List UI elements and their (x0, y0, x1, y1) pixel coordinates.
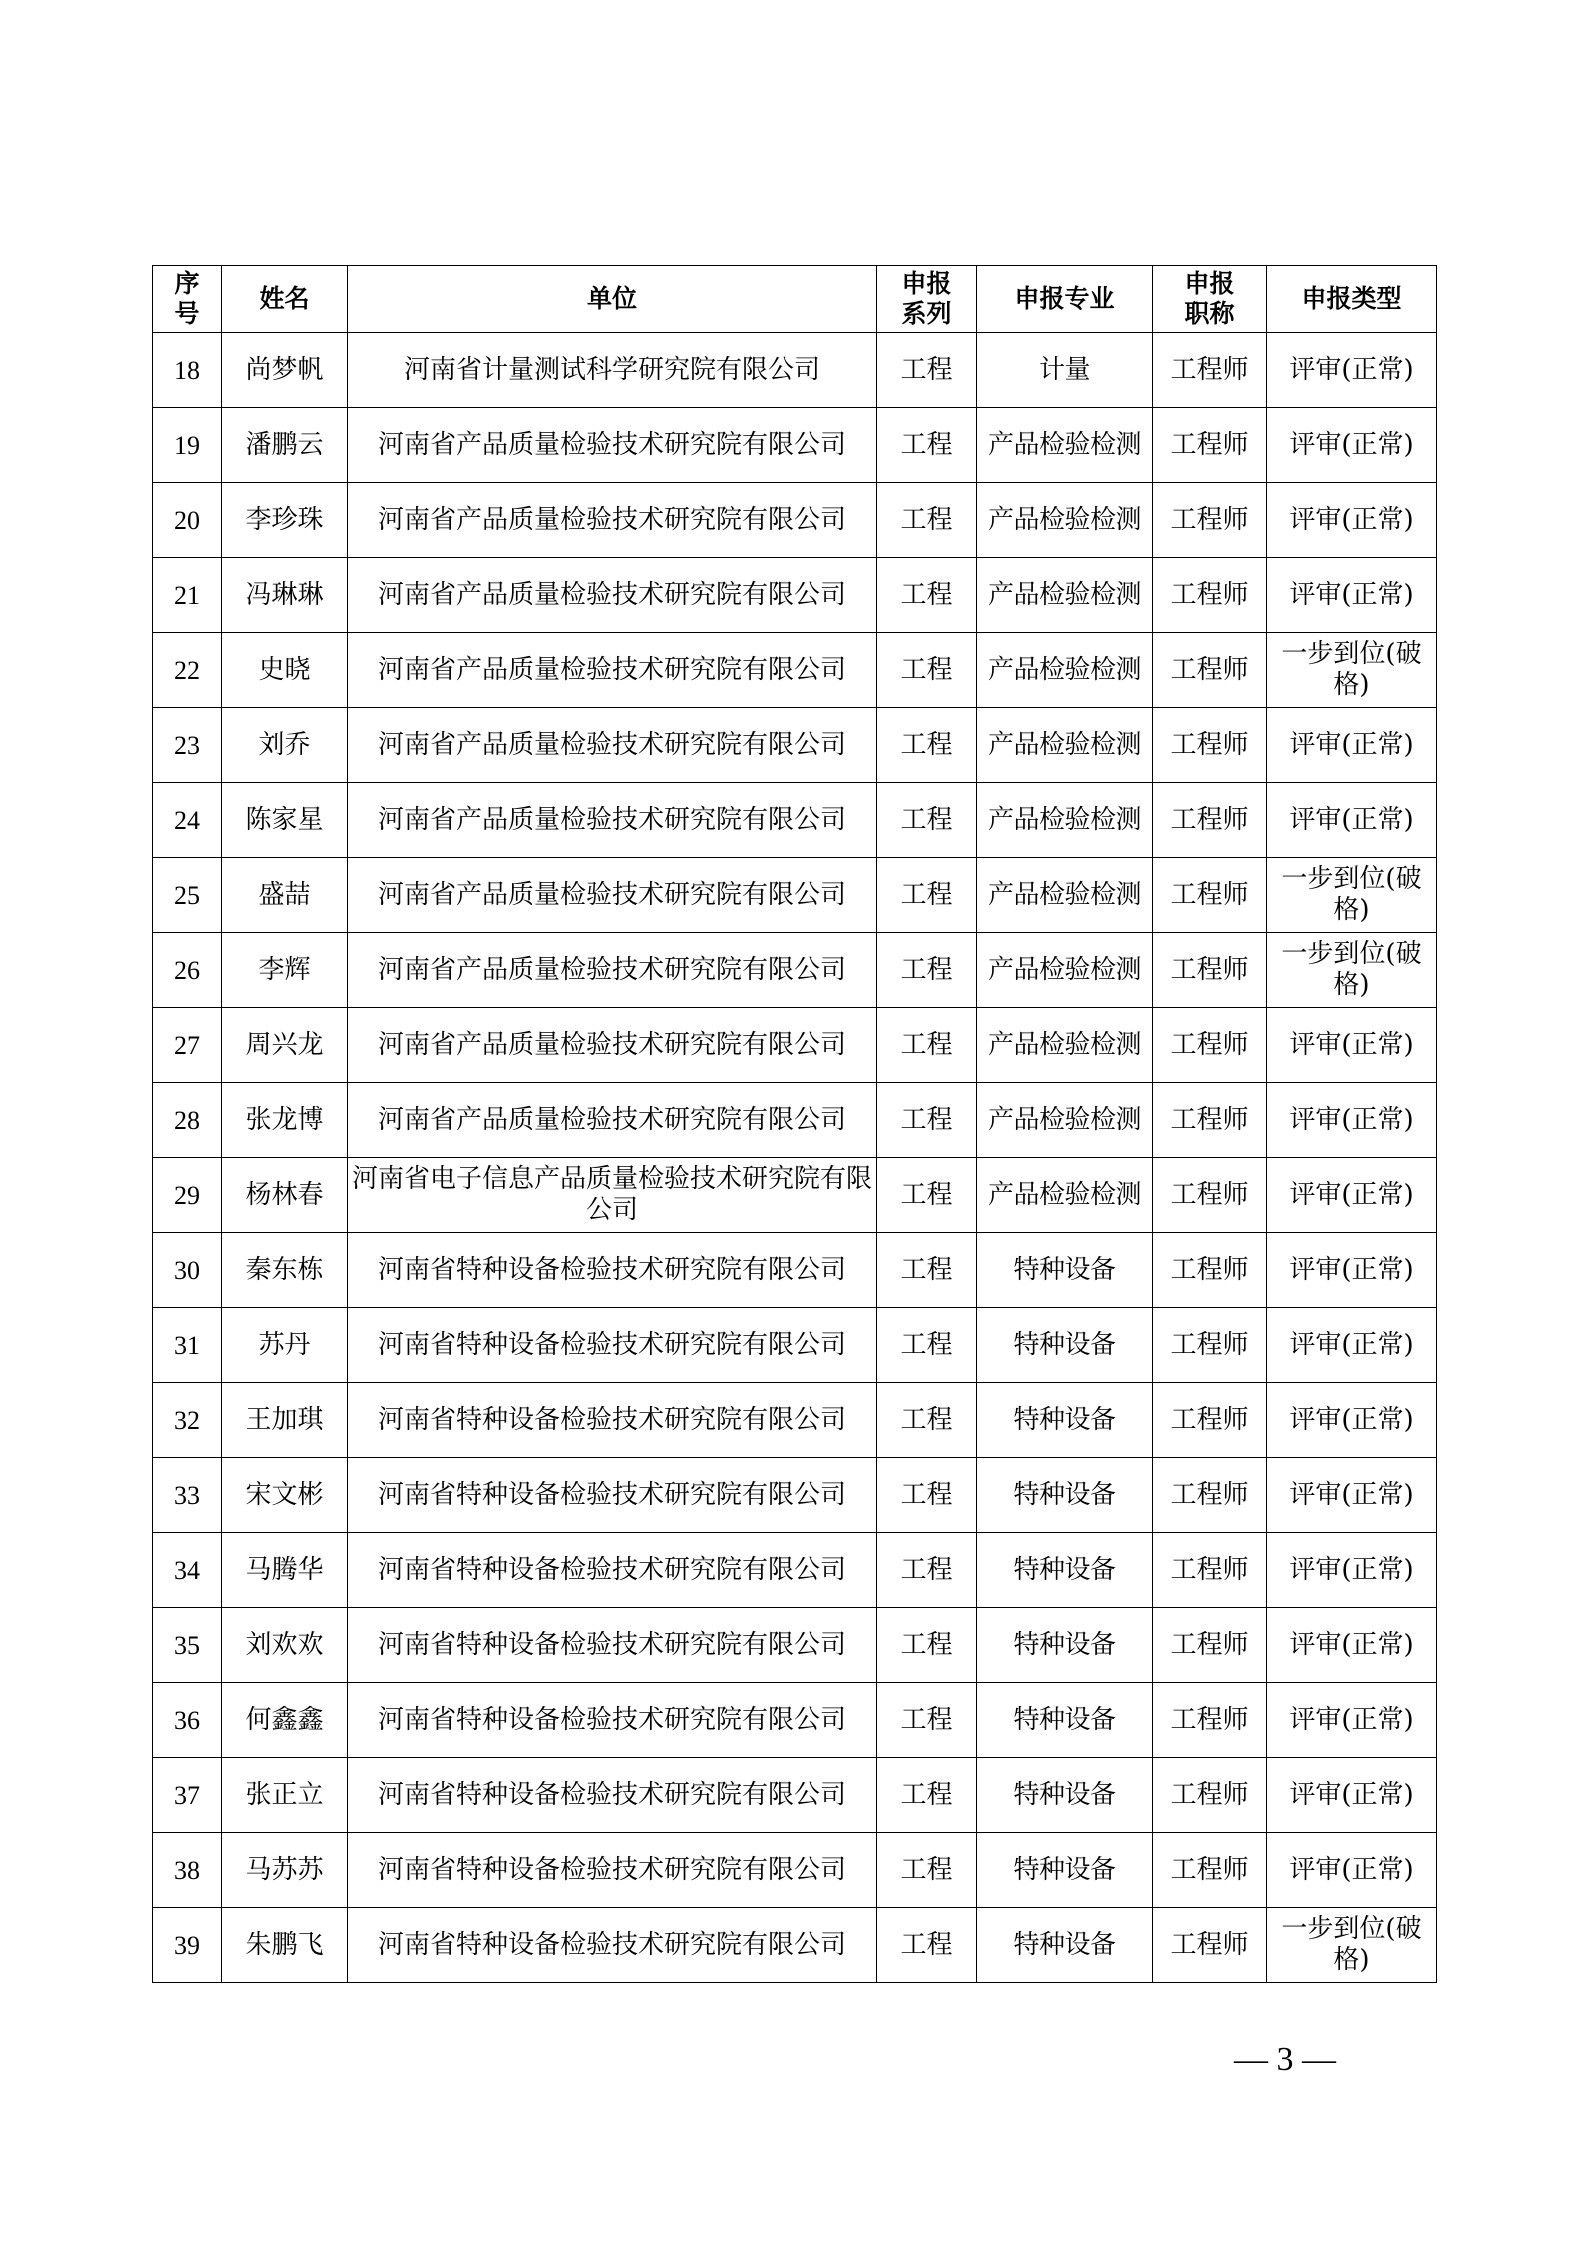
cell-title: 工程师 (1153, 408, 1267, 483)
cell-org: 河南省特种设备检验技术研究院有限公司 (348, 1908, 877, 1983)
cell-series: 工程 (877, 1083, 977, 1158)
cell-seq: 38 (153, 1833, 222, 1908)
cell-type: 评审(正常) (1267, 1308, 1437, 1383)
table-row (153, 1908, 1437, 1983)
cell-seq: 25 (153, 858, 222, 933)
cell-major: 特种设备 (977, 1233, 1153, 1308)
cell-series: 工程 (877, 333, 977, 408)
cell-series: 工程 (877, 1683, 977, 1758)
cell-major: 特种设备 (977, 1533, 1153, 1608)
header-major: 申报专业 (977, 266, 1153, 333)
cell-seq: 32 (153, 1383, 222, 1458)
cell-org: 河南省产品质量检验技术研究院有限公司 (348, 933, 877, 1008)
cell-title: 工程师 (1153, 933, 1267, 1008)
cell-major: 特种设备 (977, 1458, 1153, 1533)
table-row (153, 1608, 1437, 1683)
cell-title: 工程师 (1153, 558, 1267, 633)
cell-name: 盛喆 (222, 858, 348, 933)
cell-title: 工程师 (1153, 708, 1267, 783)
cell-series: 工程 (877, 1383, 977, 1458)
table-row (153, 708, 1437, 783)
cell-major: 特种设备 (977, 1383, 1153, 1458)
header-seq-line1: 序 (174, 269, 200, 298)
cell-seq: 21 (153, 558, 222, 633)
cell-org: 河南省产品质量检验技术研究院有限公司 (348, 483, 877, 558)
cell-title: 工程师 (1153, 1908, 1267, 1983)
cell-type: 评审(正常) (1267, 1458, 1437, 1533)
cell-series: 工程 (877, 1533, 977, 1608)
cell-title: 工程师 (1153, 858, 1267, 933)
cell-name: 苏丹 (222, 1308, 348, 1383)
cell-type: 一步到位(破格) (1267, 933, 1437, 1008)
cell-seq: 26 (153, 933, 222, 1008)
cell-major: 产品检验检测 (977, 633, 1153, 708)
table-row (153, 783, 1437, 858)
header-org: 单位 (348, 266, 877, 333)
cell-series: 工程 (877, 1008, 977, 1083)
cell-seq: 33 (153, 1458, 222, 1533)
cell-name: 刘乔 (222, 708, 348, 783)
cell-org: 河南省特种设备检验技术研究院有限公司 (348, 1533, 877, 1608)
table-row (153, 1308, 1437, 1383)
cell-name: 秦东栋 (222, 1233, 348, 1308)
header-seq-line2: 号 (174, 299, 200, 328)
cell-org: 河南省计量测试科学研究院有限公司 (348, 333, 877, 408)
cell-title: 工程师 (1153, 783, 1267, 858)
cell-org: 河南省电子信息产品质量检验技术研究院有限公司 (348, 1158, 877, 1233)
cell-name: 王加琪 (222, 1383, 348, 1458)
header-title-line1: 申报 (1184, 269, 1235, 298)
cell-series: 工程 (877, 708, 977, 783)
cell-name: 陈家星 (222, 783, 348, 858)
table-row (153, 1458, 1437, 1533)
cell-org: 河南省特种设备检验技术研究院有限公司 (348, 1308, 877, 1383)
cell-major: 特种设备 (977, 1908, 1153, 1983)
cell-name: 李辉 (222, 933, 348, 1008)
cell-title: 工程师 (1153, 633, 1267, 708)
cell-major: 特种设备 (977, 1758, 1153, 1833)
table-row (153, 333, 1437, 408)
cell-seq: 39 (153, 1908, 222, 1983)
cell-org: 河南省产品质量检验技术研究院有限公司 (348, 558, 877, 633)
cell-seq: 19 (153, 408, 222, 483)
cell-series: 工程 (877, 483, 977, 558)
cell-major: 产品检验检测 (977, 1158, 1153, 1233)
cell-type: 评审(正常) (1267, 333, 1437, 408)
cell-seq: 30 (153, 1233, 222, 1308)
table-row (153, 408, 1437, 483)
cell-type: 评审(正常) (1267, 1833, 1437, 1908)
cell-seq: 24 (153, 783, 222, 858)
cell-type: 评审(正常) (1267, 1383, 1437, 1458)
applicant-table (152, 265, 1437, 1983)
cell-name: 杨林春 (222, 1158, 348, 1233)
header-series-line1: 申报 (901, 269, 952, 298)
cell-series: 工程 (877, 858, 977, 933)
cell-seq: 31 (153, 1308, 222, 1383)
page-number: — 3 — (1234, 2041, 1336, 2078)
cell-title: 工程师 (1153, 1458, 1267, 1533)
cell-seq: 36 (153, 1683, 222, 1758)
cell-seq: 20 (153, 483, 222, 558)
cell-major: 产品检验检测 (977, 783, 1153, 858)
cell-name: 周兴龙 (222, 1008, 348, 1083)
table-row (153, 483, 1437, 558)
table-body (153, 333, 1437, 1983)
cell-major: 产品检验检测 (977, 1083, 1153, 1158)
cell-seq: 29 (153, 1158, 222, 1233)
cell-type: 评审(正常) (1267, 408, 1437, 483)
cell-type: 一步到位(破格) (1267, 633, 1437, 708)
cell-series: 工程 (877, 1233, 977, 1308)
cell-type: 评审(正常) (1267, 558, 1437, 633)
cell-name: 潘鹏云 (222, 408, 348, 483)
cell-series: 工程 (877, 633, 977, 708)
cell-org: 河南省特种设备检验技术研究院有限公司 (348, 1458, 877, 1533)
cell-series: 工程 (877, 1833, 977, 1908)
cell-org: 河南省产品质量检验技术研究院有限公司 (348, 1008, 877, 1083)
cell-name: 何鑫鑫 (222, 1683, 348, 1758)
cell-major: 产品检验检测 (977, 483, 1153, 558)
cell-major: 计量 (977, 333, 1153, 408)
cell-title: 工程师 (1153, 1608, 1267, 1683)
cell-type: 一步到位(破格) (1267, 858, 1437, 933)
cell-major: 特种设备 (977, 1683, 1153, 1758)
cell-type: 评审(正常) (1267, 1683, 1437, 1758)
cell-series: 工程 (877, 1458, 977, 1533)
cell-title: 工程师 (1153, 1683, 1267, 1758)
cell-title: 工程师 (1153, 1833, 1267, 1908)
cell-name: 冯琳琳 (222, 558, 348, 633)
cell-title: 工程师 (1153, 1758, 1267, 1833)
cell-org: 河南省特种设备检验技术研究院有限公司 (348, 1683, 877, 1758)
header-name: 姓名 (222, 266, 348, 333)
cell-type: 评审(正常) (1267, 783, 1437, 858)
cell-title: 工程师 (1153, 1383, 1267, 1458)
cell-name: 朱鹏飞 (222, 1908, 348, 1983)
cell-seq: 22 (153, 633, 222, 708)
cell-major: 产品检验检测 (977, 1008, 1153, 1083)
cell-org: 河南省特种设备检验技术研究院有限公司 (348, 1758, 877, 1833)
cell-major: 特种设备 (977, 1833, 1153, 1908)
cell-major: 产品检验检测 (977, 933, 1153, 1008)
header-series (877, 266, 977, 333)
table-row (153, 1233, 1437, 1308)
cell-major: 特种设备 (977, 1308, 1153, 1383)
cell-type: 评审(正常) (1267, 1158, 1437, 1233)
cell-name: 宋文彬 (222, 1458, 348, 1533)
cell-name: 史晓 (222, 633, 348, 708)
table-row (153, 1533, 1437, 1608)
cell-type: 评审(正常) (1267, 1608, 1437, 1683)
cell-name: 马腾华 (222, 1533, 348, 1608)
cell-seq: 28 (153, 1083, 222, 1158)
cell-name: 尚梦帆 (222, 333, 348, 408)
table-row (153, 1383, 1437, 1458)
table-row (153, 933, 1437, 1008)
cell-org: 河南省特种设备检验技术研究院有限公司 (348, 1383, 877, 1458)
cell-org: 河南省产品质量检验技术研究院有限公司 (348, 708, 877, 783)
table-row (153, 1083, 1437, 1158)
cell-type: 评审(正常) (1267, 1533, 1437, 1608)
header-type: 申报类型 (1267, 266, 1437, 333)
cell-title: 工程师 (1153, 483, 1267, 558)
cell-org: 河南省产品质量检验技术研究院有限公司 (348, 633, 877, 708)
cell-type: 评审(正常) (1267, 1008, 1437, 1083)
header-title-line2: 职称 (1184, 299, 1235, 328)
cell-type: 评审(正常) (1267, 1233, 1437, 1308)
cell-seq: 37 (153, 1758, 222, 1833)
table-row (153, 1158, 1437, 1233)
cell-title: 工程师 (1153, 1233, 1267, 1308)
table-row (153, 858, 1437, 933)
cell-org: 河南省特种设备检验技术研究院有限公司 (348, 1233, 877, 1308)
cell-type: 评审(正常) (1267, 708, 1437, 783)
cell-type: 评审(正常) (1267, 483, 1437, 558)
table-header-row (153, 266, 1437, 333)
table-row (153, 633, 1437, 708)
cell-seq: 35 (153, 1608, 222, 1683)
cell-org: 河南省产品质量检验技术研究院有限公司 (348, 1083, 877, 1158)
cell-major: 产品检验检测 (977, 408, 1153, 483)
cell-seq: 23 (153, 708, 222, 783)
cell-series: 工程 (877, 783, 977, 858)
cell-title: 工程师 (1153, 1308, 1267, 1383)
table-row (153, 558, 1437, 633)
cell-org: 河南省特种设备检验技术研究院有限公司 (348, 1608, 877, 1683)
table-row (153, 1683, 1437, 1758)
cell-type: 评审(正常) (1267, 1083, 1437, 1158)
cell-name: 张正立 (222, 1758, 348, 1833)
cell-name: 刘欢欢 (222, 1608, 348, 1683)
cell-title: 工程师 (1153, 1533, 1267, 1608)
header-title (1153, 266, 1267, 333)
cell-series: 工程 (877, 408, 977, 483)
table-row (153, 1758, 1437, 1833)
cell-major: 特种设备 (977, 1608, 1153, 1683)
header-seq (153, 266, 222, 333)
cell-title: 工程师 (1153, 333, 1267, 408)
cell-series: 工程 (877, 1608, 977, 1683)
cell-seq: 34 (153, 1533, 222, 1608)
cell-type: 评审(正常) (1267, 1758, 1437, 1833)
cell-seq: 18 (153, 333, 222, 408)
cell-title: 工程师 (1153, 1158, 1267, 1233)
cell-major: 产品检验检测 (977, 558, 1153, 633)
table-row (153, 1008, 1437, 1083)
cell-org: 河南省产品质量检验技术研究院有限公司 (348, 408, 877, 483)
cell-org: 河南省产品质量检验技术研究院有限公司 (348, 858, 877, 933)
cell-name: 马苏苏 (222, 1833, 348, 1908)
cell-org: 河南省特种设备检验技术研究院有限公司 (348, 1833, 877, 1908)
cell-series: 工程 (877, 1908, 977, 1983)
cell-title: 工程师 (1153, 1008, 1267, 1083)
header-series-line2: 系列 (901, 299, 952, 328)
cell-series: 工程 (877, 1158, 977, 1233)
cell-major: 产品检验检测 (977, 858, 1153, 933)
table-row (153, 1833, 1437, 1908)
cell-series: 工程 (877, 1308, 977, 1383)
cell-series: 工程 (877, 1758, 977, 1833)
cell-title: 工程师 (1153, 1083, 1267, 1158)
cell-series: 工程 (877, 933, 977, 1008)
cell-org: 河南省产品质量检验技术研究院有限公司 (348, 783, 877, 858)
cell-name: 李珍珠 (222, 483, 348, 558)
cell-name: 张龙博 (222, 1083, 348, 1158)
cell-seq: 27 (153, 1008, 222, 1083)
cell-series: 工程 (877, 558, 977, 633)
cell-major: 产品检验检测 (977, 708, 1153, 783)
cell-type: 一步到位(破格) (1267, 1908, 1437, 1983)
